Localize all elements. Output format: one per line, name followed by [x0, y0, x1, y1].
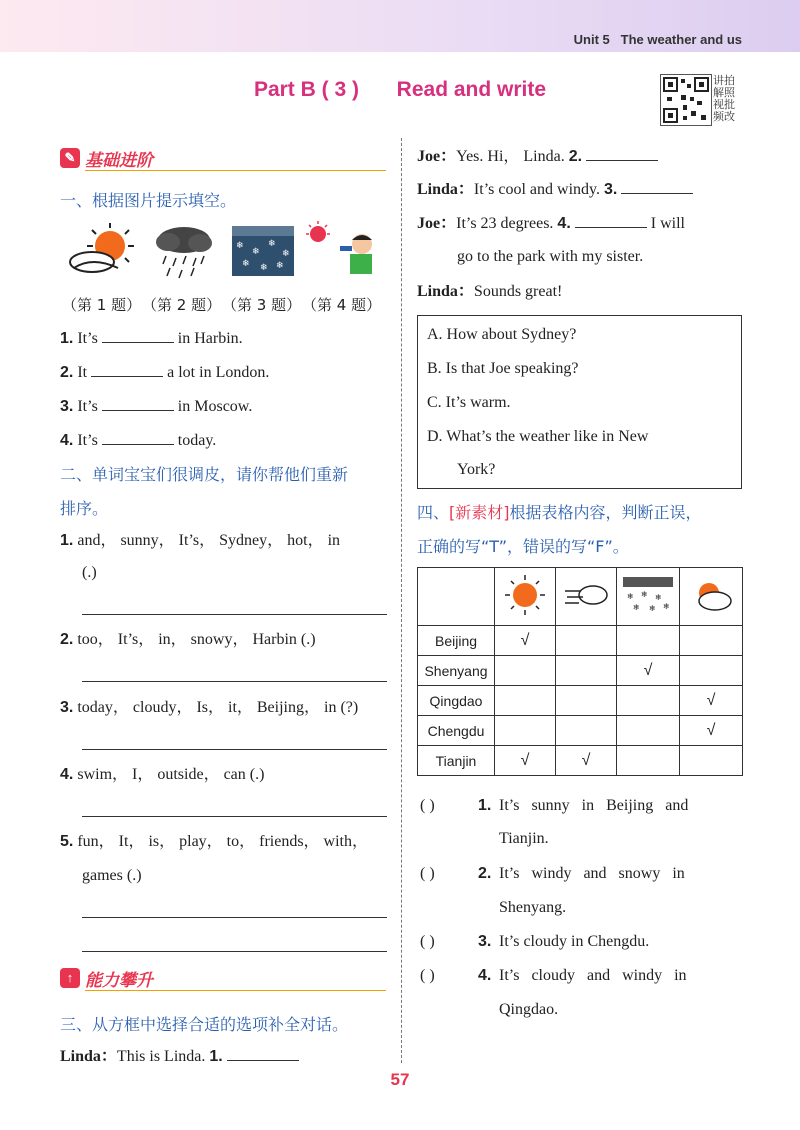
judge-text-2: It’s windy and snowy in	[499, 865, 685, 882]
answer-blank[interactable]	[621, 179, 693, 194]
option-b: B. Is that Joe speaking?	[427, 360, 579, 377]
pen-icon: ✎	[60, 148, 80, 168]
snowy-icon	[617, 568, 680, 626]
city-cell: Shenyang	[418, 656, 495, 686]
q2-item-5: 5. fun， It， is， play， to， friends， with，	[60, 833, 368, 850]
snowy-icon	[232, 226, 294, 276]
caption-3: （第 3 题）	[222, 296, 302, 314]
page-title-topic: Read and write	[396, 78, 547, 101]
judge-text-4: It’s cloudy and windy in	[499, 967, 687, 984]
svg-text:❄: ❄	[282, 249, 290, 259]
city-cell: Chengdu	[418, 716, 495, 746]
column-divider	[401, 138, 402, 1063]
question-2-title-line2: 排序。	[60, 499, 109, 518]
question-3-title: 三、从方框中选择合适的选项补全对话。	[60, 1015, 349, 1034]
dialog-line-4-cont: go to the park with my sister.	[457, 248, 644, 265]
q1-item-4: 4. It’s today.	[60, 432, 217, 449]
q1-item-1: 1. It’s in Harbin.	[60, 330, 243, 347]
caption-4: （第 4 题）	[302, 296, 382, 314]
judge-num-1: 1.	[478, 797, 492, 814]
question-4-title-line2: 正确的写“T”，错误的写“F”。	[417, 537, 629, 556]
svg-text:❄: ❄	[276, 261, 284, 271]
question-4-title-line1: 四、[新素材]根据表格内容，判断正误，	[417, 503, 702, 522]
weather-table	[417, 567, 743, 776]
table-row	[418, 716, 743, 746]
svg-text:❄: ❄	[633, 603, 640, 612]
judge-paren-2[interactable]: ( )	[420, 865, 435, 882]
cloudy-icon	[680, 568, 743, 626]
svg-text:❄: ❄	[268, 239, 276, 249]
judge-text-1: It’s sunny in Beijing and	[499, 797, 689, 814]
dialog-line-3: Linda：It’s cool and windy. 3.	[417, 179, 693, 200]
section-basic-header	[60, 146, 386, 172]
check-mark: √	[680, 716, 743, 746]
unit-number: Unit 5	[573, 32, 610, 47]
judge-paren-4[interactable]: ( )	[420, 967, 435, 984]
section-advanced-header	[60, 966, 386, 992]
answer-blank[interactable]	[575, 213, 647, 228]
check-mark: √	[680, 686, 743, 716]
answer-blank[interactable]	[586, 146, 658, 161]
answer-blank[interactable]	[102, 430, 174, 445]
judge-paren-1[interactable]: ( )	[420, 797, 435, 814]
svg-text:❄: ❄	[655, 593, 662, 602]
unit-label	[574, 32, 742, 47]
section-rule	[85, 990, 386, 991]
option-d-cont: York?	[457, 461, 496, 478]
svg-text:❄: ❄	[260, 263, 268, 273]
judge-text-3: It’s cloudy in Chengdu.	[499, 933, 650, 950]
sunny-icon	[495, 568, 556, 626]
table-row	[418, 626, 743, 656]
sunny-cloudy-icon	[70, 223, 134, 272]
check-mark: √	[495, 626, 556, 656]
q2-item-3: 3. today， cloudy， Is， it， Beijing， in (?)	[60, 699, 359, 716]
answer-line[interactable]	[82, 951, 387, 952]
section-advanced-title: 能力攀升	[85, 971, 153, 990]
question-1-title: 一、根据图片提示填空。	[60, 191, 237, 210]
unit-title: The weather and us	[620, 32, 742, 47]
rocket-icon: ↑	[60, 968, 80, 988]
svg-text:❄: ❄	[627, 592, 634, 601]
qr-code[interactable]	[660, 74, 712, 126]
svg-text:❄: ❄	[649, 604, 656, 613]
svg-text:❄: ❄	[242, 259, 250, 269]
answer-blank[interactable]	[227, 1046, 299, 1061]
answer-line[interactable]	[82, 917, 387, 918]
answer-blank[interactable]	[102, 328, 174, 343]
q2-item-1-cont: (.)	[82, 564, 97, 581]
q2-item-5-cont: games (.)	[82, 867, 142, 884]
section-rule	[85, 170, 386, 171]
judge-text-4-cont: Qingdao.	[499, 1001, 559, 1018]
dialog-line-1: Linda：This is Linda. 1.	[60, 1046, 299, 1067]
q2-item-4: 4. swim， I， outside， can (.)	[60, 766, 265, 783]
dialog-line-5: Linda：Sounds great!	[417, 283, 563, 300]
option-d: D. What’s the weather like in New	[427, 428, 649, 445]
caption-2: （第 2 题）	[142, 296, 222, 314]
option-c: C. It’s warm.	[427, 394, 511, 411]
dialog-line-2: Joe：Yes. Hi， Linda. 2.	[417, 146, 658, 167]
table-row	[418, 656, 743, 686]
caption-1: （第 1 题）	[62, 296, 142, 314]
answer-line[interactable]	[82, 749, 387, 750]
question-2-title-line1: 二、单词宝宝们很调皮，请你帮他们重新	[60, 465, 349, 484]
hot-day-icon	[306, 221, 372, 274]
city-cell: Tianjin	[418, 746, 495, 776]
weather-pictures	[62, 220, 392, 280]
answer-line[interactable]	[82, 816, 387, 817]
table-corner	[418, 568, 495, 626]
svg-text:❄: ❄	[236, 241, 244, 251]
windy-icon	[556, 568, 617, 626]
judge-num-4: 4.	[478, 967, 492, 984]
answer-line[interactable]	[82, 681, 387, 682]
judge-num-3: 3.	[478, 933, 492, 950]
q1-item-2: 2. It a lot in London.	[60, 364, 270, 381]
table-row	[418, 746, 743, 776]
judge-text-2-cont: Shenyang.	[499, 899, 567, 916]
judge-text-1-cont: Tianjin.	[499, 830, 549, 847]
section-basic-title: 基础进阶	[85, 151, 153, 170]
judge-paren-3[interactable]: ( )	[420, 933, 435, 950]
answer-blank[interactable]	[102, 396, 174, 411]
check-mark: √	[495, 746, 556, 776]
page-number: 57	[390, 1070, 410, 1089]
rainy-icon	[156, 227, 212, 278]
check-mark: √	[617, 656, 680, 686]
table-row	[418, 686, 743, 716]
judge-num-2: 2.	[478, 865, 492, 882]
check-mark: √	[556, 746, 617, 776]
page-title-part: Part B ( 3 )	[253, 78, 359, 101]
option-a: A. How about Sydney?	[427, 326, 577, 343]
svg-text:❄: ❄	[641, 590, 648, 599]
dialog-line-4: Joe：It’s 23 degrees. 4. I will	[417, 215, 685, 232]
city-cell: Beijing	[418, 626, 495, 656]
svg-text:❄: ❄	[252, 247, 260, 257]
qr-caption: 讲拍解照视批频改	[713, 75, 735, 123]
city-cell: Qingdao	[418, 686, 495, 716]
q2-item-2: 2. too， It’s， in， snowy， Harbin (.)	[60, 631, 316, 648]
answer-blank[interactable]	[91, 362, 163, 377]
answer-line[interactable]	[82, 614, 387, 615]
new-material-tag: [新素材]	[449, 503, 510, 522]
q1-item-3: 3. It’s in Moscow.	[60, 398, 253, 415]
q2-item-1: 1. and， sunny， It’s， Sydney， hot， in	[60, 532, 341, 549]
table-header-row	[418, 568, 743, 626]
svg-text:❄: ❄	[663, 602, 670, 611]
